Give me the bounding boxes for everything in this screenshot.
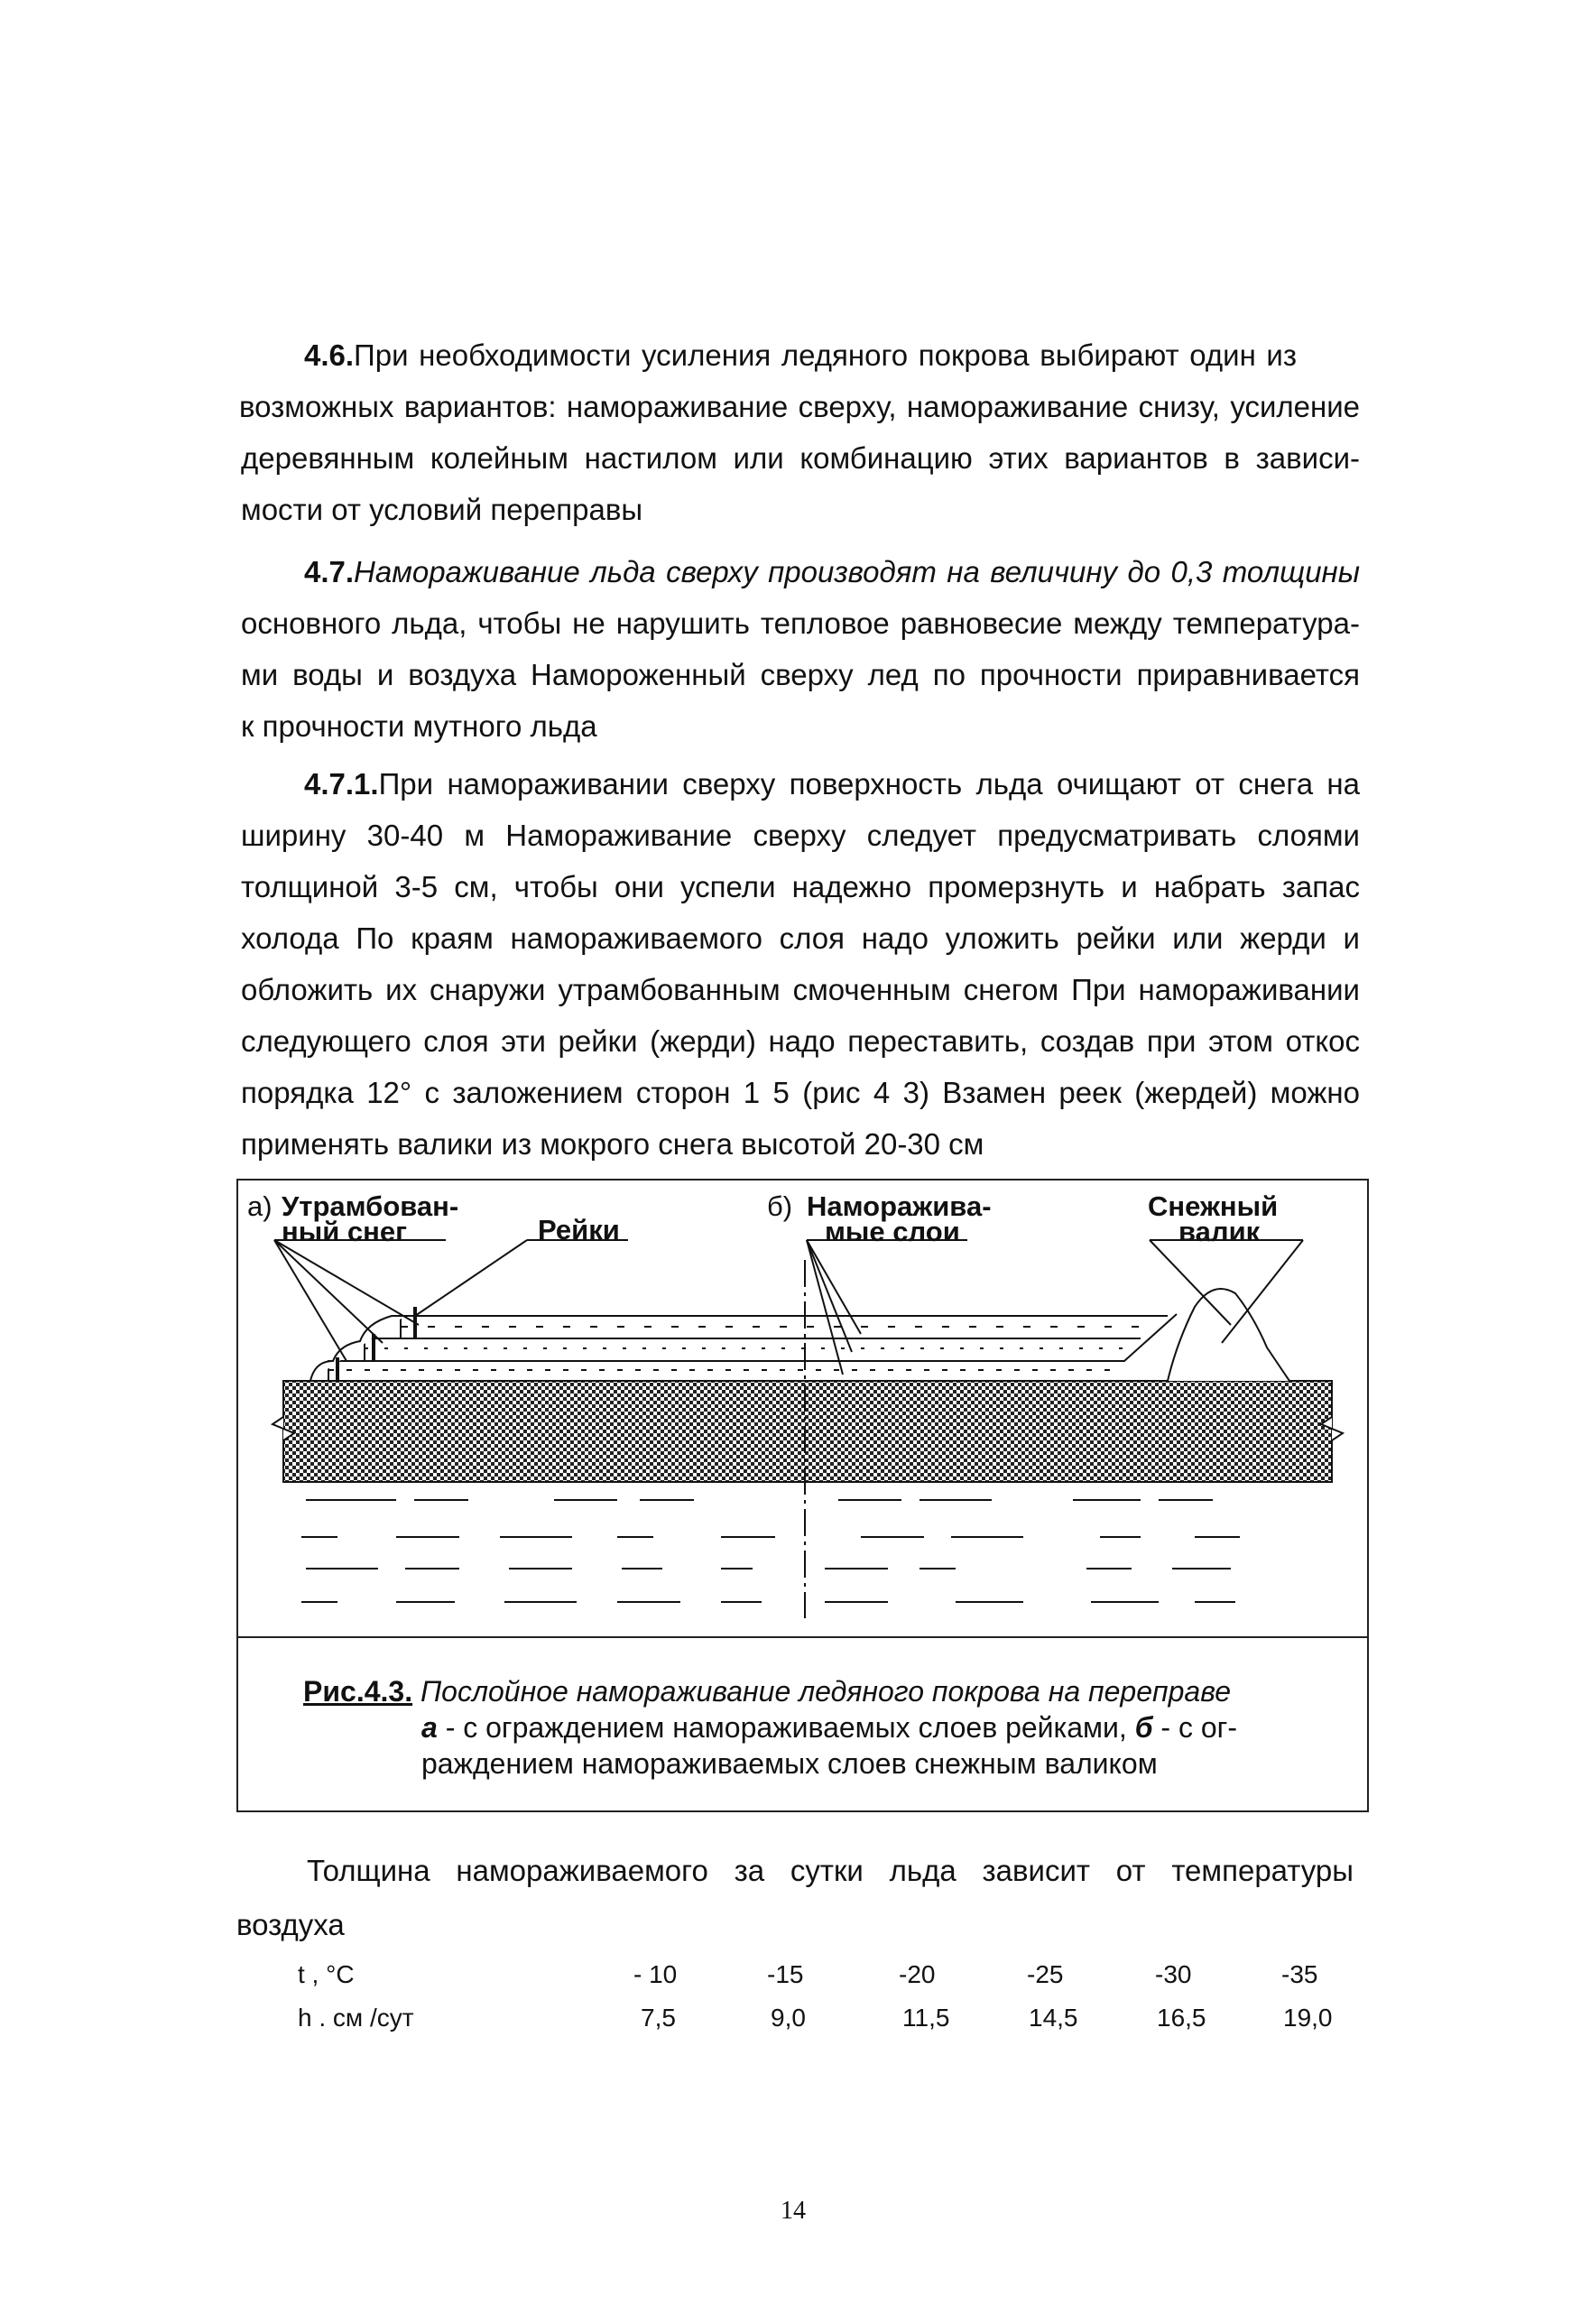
caption-b-letter: б [1134, 1711, 1153, 1744]
paragraph-line: к прочности мутного льда [241, 709, 597, 743]
section-number-4-6: 4.6. [304, 338, 355, 372]
caption-a-text: - с ограждением намораживаемых слоев рейками, [437, 1711, 1135, 1744]
paragraph-line: следующего слоя эти рейки (жерди) надо переставить, создав при этом откос [241, 1024, 1360, 1058]
label-snow-ridge-line2: валик [1178, 1216, 1261, 1247]
ice-sheet [283, 1381, 1332, 1482]
label-b-prefix: б) [767, 1190, 793, 1222]
figure-caption-line1 [303, 1673, 1231, 1709]
figure-caption-line3: раждением намораживаемых слоев снежным валиком [421, 1747, 1158, 1780]
table-cell: 7,5 [641, 2004, 676, 2032]
paragraph-line: применять валики из мокрого снега высотой 20-30 см [241, 1127, 984, 1161]
table-cell: -15 [767, 1960, 804, 1988]
paragraph-line: При намораживании сверху поверхность льда очищают от снега на [378, 767, 1360, 801]
water-lines [301, 1500, 1240, 1602]
label-a-prefix: а) [247, 1190, 273, 1222]
label-tamped-snow-line2: ный снег [282, 1216, 407, 1247]
table-cell: -35 [1281, 1960, 1318, 1988]
caption-b-text: - с ог- [1152, 1711, 1237, 1744]
paragraph-line: Намораживание льда сверху производят на величину до 0,3 толщины [354, 555, 1360, 588]
table-cell: 11,5 [902, 2004, 950, 2032]
table-cell: - 10 [633, 1960, 678, 1988]
table-cell: -25 [1027, 1960, 1064, 1988]
table-cell: -20 [899, 1960, 936, 1988]
paragraph-4-6 [241, 329, 1360, 535]
paragraph-line: основного льда, чтобы не нарушить тепловое равновесие между температура- [241, 606, 1360, 640]
table-row-temperature [298, 1960, 1326, 1993]
label-rails: Рейки [538, 1214, 620, 1245]
paragraph-4-7 [241, 546, 1360, 752]
label-tamped-snow-line1: Утрамбован- [282, 1190, 459, 1222]
paragraph-line: При необходимости усиления ледяного покрова выбирают один из [354, 338, 1297, 372]
table-row-thickness [298, 2004, 1333, 2036]
paragraph-line: толщиной 3-5 см, чтобы они успели надежно промерзнуть и набрать запас [241, 870, 1360, 903]
label-frozen-layers-line2: мые слои [825, 1216, 960, 1247]
row-label-h: h . см /сут [298, 2004, 414, 2032]
row-label-t: t , °С [298, 1960, 355, 1988]
table-intro-line2: воздуха [236, 1908, 345, 1941]
label-snow-ridge-line1: Снежный [1148, 1190, 1279, 1222]
paragraph-line: ми воды и воздуха Намороженный сверху лед по прочности приравнивается [241, 658, 1360, 691]
label-frozen-layers-line1: Наморажива- [807, 1190, 992, 1222]
table-cell: 16,5 [1157, 2004, 1206, 2032]
figure-4-3 [236, 1179, 1369, 1812]
ice-layering-diagram [238, 1181, 1367, 1636]
paragraph-line: мости от условий переправы [241, 493, 643, 526]
section-number-4-7-1: 4.7.1. [304, 767, 379, 801]
table-intro [236, 1844, 1354, 1952]
paragraph-line: обложить их снаружи утрамбованным смоченным снегом При намораживании [241, 973, 1360, 1006]
paragraph-line: ширину 30-40 м Намораживание сверху следует предусматривать слоями [241, 819, 1360, 852]
section-number-4-7: 4.7. [304, 555, 355, 588]
table-intro-line1: Толщина намораживаемого за сутки льда зависит от температуры [307, 1854, 1354, 1887]
leader-lines [274, 1240, 1303, 1375]
table-cell: 9,0 [771, 2004, 806, 2032]
figure-ref: Рис.4.3. [303, 1675, 413, 1708]
paragraph-line: порядка 12° с заложением сторон 1 5 (рис 4 3) Взамен реек (жердей) можно [241, 1076, 1360, 1109]
table-cell: 14,5 [1029, 2004, 1078, 2032]
page-number: 14 [781, 2197, 806, 2225]
frozen-layers [328, 1314, 1177, 1381]
table-cell: 19,0 [1283, 2004, 1333, 2032]
paragraph-line: возможных вариантов: намораживание сверху, намораживание снизу, усиление [239, 390, 1360, 423]
caption-a-letter: а [421, 1711, 438, 1744]
paragraph-line: деревянным колейным настилом или комбинацию этих вариантов в зависи- [241, 441, 1360, 475]
table-cell: -30 [1155, 1960, 1192, 1988]
paragraph-4-7-1 [241, 758, 1360, 1170]
figure-caption-line2 [421, 1709, 1237, 1745]
figure-title: Послойное намораживание ледяного покрова на переправе [412, 1675, 1231, 1708]
figure-caption-divider [238, 1636, 1367, 1638]
paragraph-line: холода По краям намораживаемого слоя надо уложить рейки или жерди и [241, 921, 1360, 955]
